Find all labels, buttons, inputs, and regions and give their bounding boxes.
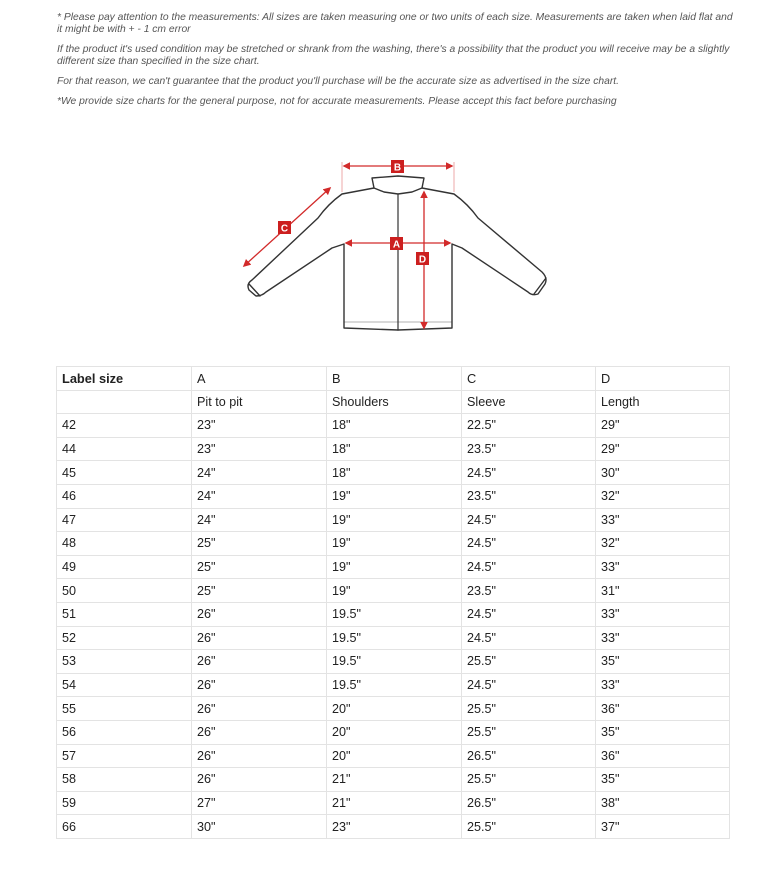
- sleeve-cell: 24.5": [462, 626, 596, 650]
- table-row: [57, 508, 730, 532]
- length-cell: 29": [596, 437, 730, 461]
- length-cell: 37": [596, 815, 730, 839]
- note-used-condition: If the product it's used condition may be stretched or shrank from the washing, there's a possibility that the product you will receive may be a slightly different size than specified in the size chart.: [57, 44, 730, 67]
- shoulders-cell: 21": [327, 768, 462, 792]
- table-row: [57, 532, 730, 556]
- shoulders-cell: 18": [327, 437, 462, 461]
- measurement-notes: [57, 12, 737, 116]
- sleeve-cell: 23.5": [462, 437, 596, 461]
- sleeve-cell: 23.5": [462, 579, 596, 603]
- label-size-cell: 58: [57, 768, 192, 792]
- pit-to-pit-cell: 23": [192, 414, 327, 438]
- pit-to-pit-cell: 26": [192, 744, 327, 768]
- pit-to-pit-cell: 30": [192, 815, 327, 839]
- table-row: [57, 744, 730, 768]
- sleeve-cell: 25.5": [462, 815, 596, 839]
- shoulders-cell: 19.5": [327, 673, 462, 697]
- label-size-cell: 51: [57, 602, 192, 626]
- length-cell: 33": [596, 508, 730, 532]
- label-size-cell: 45: [57, 461, 192, 485]
- label-size-cell: 50: [57, 579, 192, 603]
- header-letter-b: B: [327, 367, 462, 391]
- header-letters-row: [57, 367, 730, 391]
- sleeve-cell: 25.5": [462, 720, 596, 744]
- pit-to-pit-cell: 26": [192, 768, 327, 792]
- shoulders-cell: 23": [327, 815, 462, 839]
- table-row: [57, 720, 730, 744]
- header-names-row: [57, 390, 730, 414]
- label-d: [416, 252, 429, 266]
- length-cell: 35": [596, 650, 730, 674]
- length-cell: 30": [596, 461, 730, 485]
- length-cell: 33": [596, 626, 730, 650]
- shoulders-cell: 19": [327, 484, 462, 508]
- pit-to-pit-cell: 24": [192, 508, 327, 532]
- sleeve-cell: 26.5": [462, 744, 596, 768]
- label-size-cell: 46: [57, 484, 192, 508]
- label-size-cell: 57: [57, 744, 192, 768]
- shoulders-cell: 18": [327, 461, 462, 485]
- note-no-guarantee: For that reason, we can't guarantee that the product you'll purchase will be the accurate size as advertised in the size chart.: [57, 76, 619, 87]
- sleeve-cell: 25.5": [462, 650, 596, 674]
- label-size-cell: 42: [57, 414, 192, 438]
- shoulders-cell: 19": [327, 532, 462, 556]
- shoulders-cell: 19.5": [327, 602, 462, 626]
- pit-to-pit-cell: 26": [192, 650, 327, 674]
- header-shoulders: Shoulders: [327, 390, 462, 414]
- header-letter-c: C: [462, 367, 596, 391]
- length-cell: 35": [596, 720, 730, 744]
- table-row: [57, 579, 730, 603]
- svg-text:B: B: [393, 162, 402, 174]
- sleeve-cell: 24.5": [462, 508, 596, 532]
- shoulders-cell: 20": [327, 697, 462, 721]
- note-measurements: * Please pay attention to the measurements: All sizes are taken measuring one or two units of each size. Measurements are taken when laid flat and it might be with + - 1 cm error: [57, 12, 733, 35]
- table-row: [57, 650, 730, 674]
- header-label-size: Label size: [57, 367, 192, 391]
- label-size-cell: 49: [57, 555, 192, 579]
- length-cell: 32": [596, 532, 730, 556]
- shoulders-cell: 19.5": [327, 626, 462, 650]
- shoulders-cell: 20": [327, 720, 462, 744]
- shoulders-cell: 18": [327, 414, 462, 438]
- sleeve-cell: 24.5": [462, 602, 596, 626]
- table-row: [57, 626, 730, 650]
- pit-to-pit-cell: 23": [192, 437, 327, 461]
- shoulders-cell: 19.5": [327, 650, 462, 674]
- table-row: [57, 555, 730, 579]
- label-size-cell: 59: [57, 791, 192, 815]
- header-letter-a: A: [192, 367, 327, 391]
- length-cell: 33": [596, 602, 730, 626]
- length-cell: 38": [596, 791, 730, 815]
- sleeve-cell: 22.5": [462, 414, 596, 438]
- length-cell: 31": [596, 579, 730, 603]
- header-blank-cell: [57, 390, 192, 414]
- pit-to-pit-cell: 26": [192, 602, 327, 626]
- size-chart-table: [56, 366, 730, 839]
- jacket-diagram-svg: [232, 152, 557, 337]
- label-size-cell: 53: [57, 650, 192, 674]
- header-letter-d: D: [596, 367, 730, 391]
- shoulders-cell: 19": [327, 555, 462, 579]
- pit-to-pit-cell: 25": [192, 532, 327, 556]
- sleeve-cell: 24.5": [462, 555, 596, 579]
- shoulders-cell: 20": [327, 744, 462, 768]
- label-a: [390, 237, 403, 251]
- label-size-cell: 47: [57, 508, 192, 532]
- label-size-cell: 48: [57, 532, 192, 556]
- sleeve-cell: 24.5": [462, 673, 596, 697]
- pit-to-pit-cell: 24": [192, 484, 327, 508]
- header-pit-to-pit: Pit to pit: [192, 390, 327, 414]
- length-cell: 29": [596, 414, 730, 438]
- length-cell: 33": [596, 673, 730, 697]
- pit-to-pit-cell: 26": [192, 626, 327, 650]
- sleeve-cell: 24.5": [462, 532, 596, 556]
- pit-to-pit-cell: 25": [192, 555, 327, 579]
- pit-to-pit-cell: 24": [192, 461, 327, 485]
- jacket-outline: [248, 176, 546, 330]
- table-row: [57, 815, 730, 839]
- label-b: [391, 160, 404, 174]
- length-cell: 33": [596, 555, 730, 579]
- note-general-purpose: *We provide size charts for the general purpose, not for accurate measurements. Please accept this fact before purchasing: [57, 96, 617, 107]
- svg-text:A: A: [392, 239, 401, 251]
- pit-to-pit-cell: 26": [192, 673, 327, 697]
- pit-to-pit-cell: 27": [192, 791, 327, 815]
- label-c: [278, 221, 291, 235]
- header-sleeve: Sleeve: [462, 390, 596, 414]
- shoulders-cell: 19": [327, 508, 462, 532]
- shoulders-cell: 21": [327, 791, 462, 815]
- table-row: [57, 768, 730, 792]
- label-size-cell: 56: [57, 720, 192, 744]
- size-chart-body: [57, 367, 730, 839]
- table-row: [57, 791, 730, 815]
- table-row: [57, 461, 730, 485]
- sleeve-cell: 23.5": [462, 484, 596, 508]
- table-row: [57, 484, 730, 508]
- length-cell: 36": [596, 744, 730, 768]
- table-row: [57, 697, 730, 721]
- sleeve-cell: 24.5": [462, 461, 596, 485]
- table-row: [57, 414, 730, 438]
- sleeve-cell: 25.5": [462, 697, 596, 721]
- jacket-measurement-diagram: [232, 152, 557, 337]
- pit-to-pit-cell: 26": [192, 697, 327, 721]
- label-size-cell: 52: [57, 626, 192, 650]
- label-size-cell: 44: [57, 437, 192, 461]
- label-size-cell: 54: [57, 673, 192, 697]
- pit-to-pit-cell: 26": [192, 720, 327, 744]
- table-row: [57, 673, 730, 697]
- svg-text:D: D: [418, 254, 427, 266]
- label-size-cell: 55: [57, 697, 192, 721]
- header-length: Length: [596, 390, 730, 414]
- pit-to-pit-cell: 25": [192, 579, 327, 603]
- table-row: [57, 437, 730, 461]
- svg-text:C: C: [280, 223, 289, 235]
- length-cell: 36": [596, 697, 730, 721]
- sleeve-cell: 25.5": [462, 768, 596, 792]
- shoulders-cell: 19": [327, 579, 462, 603]
- table-row: [57, 602, 730, 626]
- length-cell: 35": [596, 768, 730, 792]
- label-size-cell: 66: [57, 815, 192, 839]
- length-cell: 32": [596, 484, 730, 508]
- sleeve-cell: 26.5": [462, 791, 596, 815]
